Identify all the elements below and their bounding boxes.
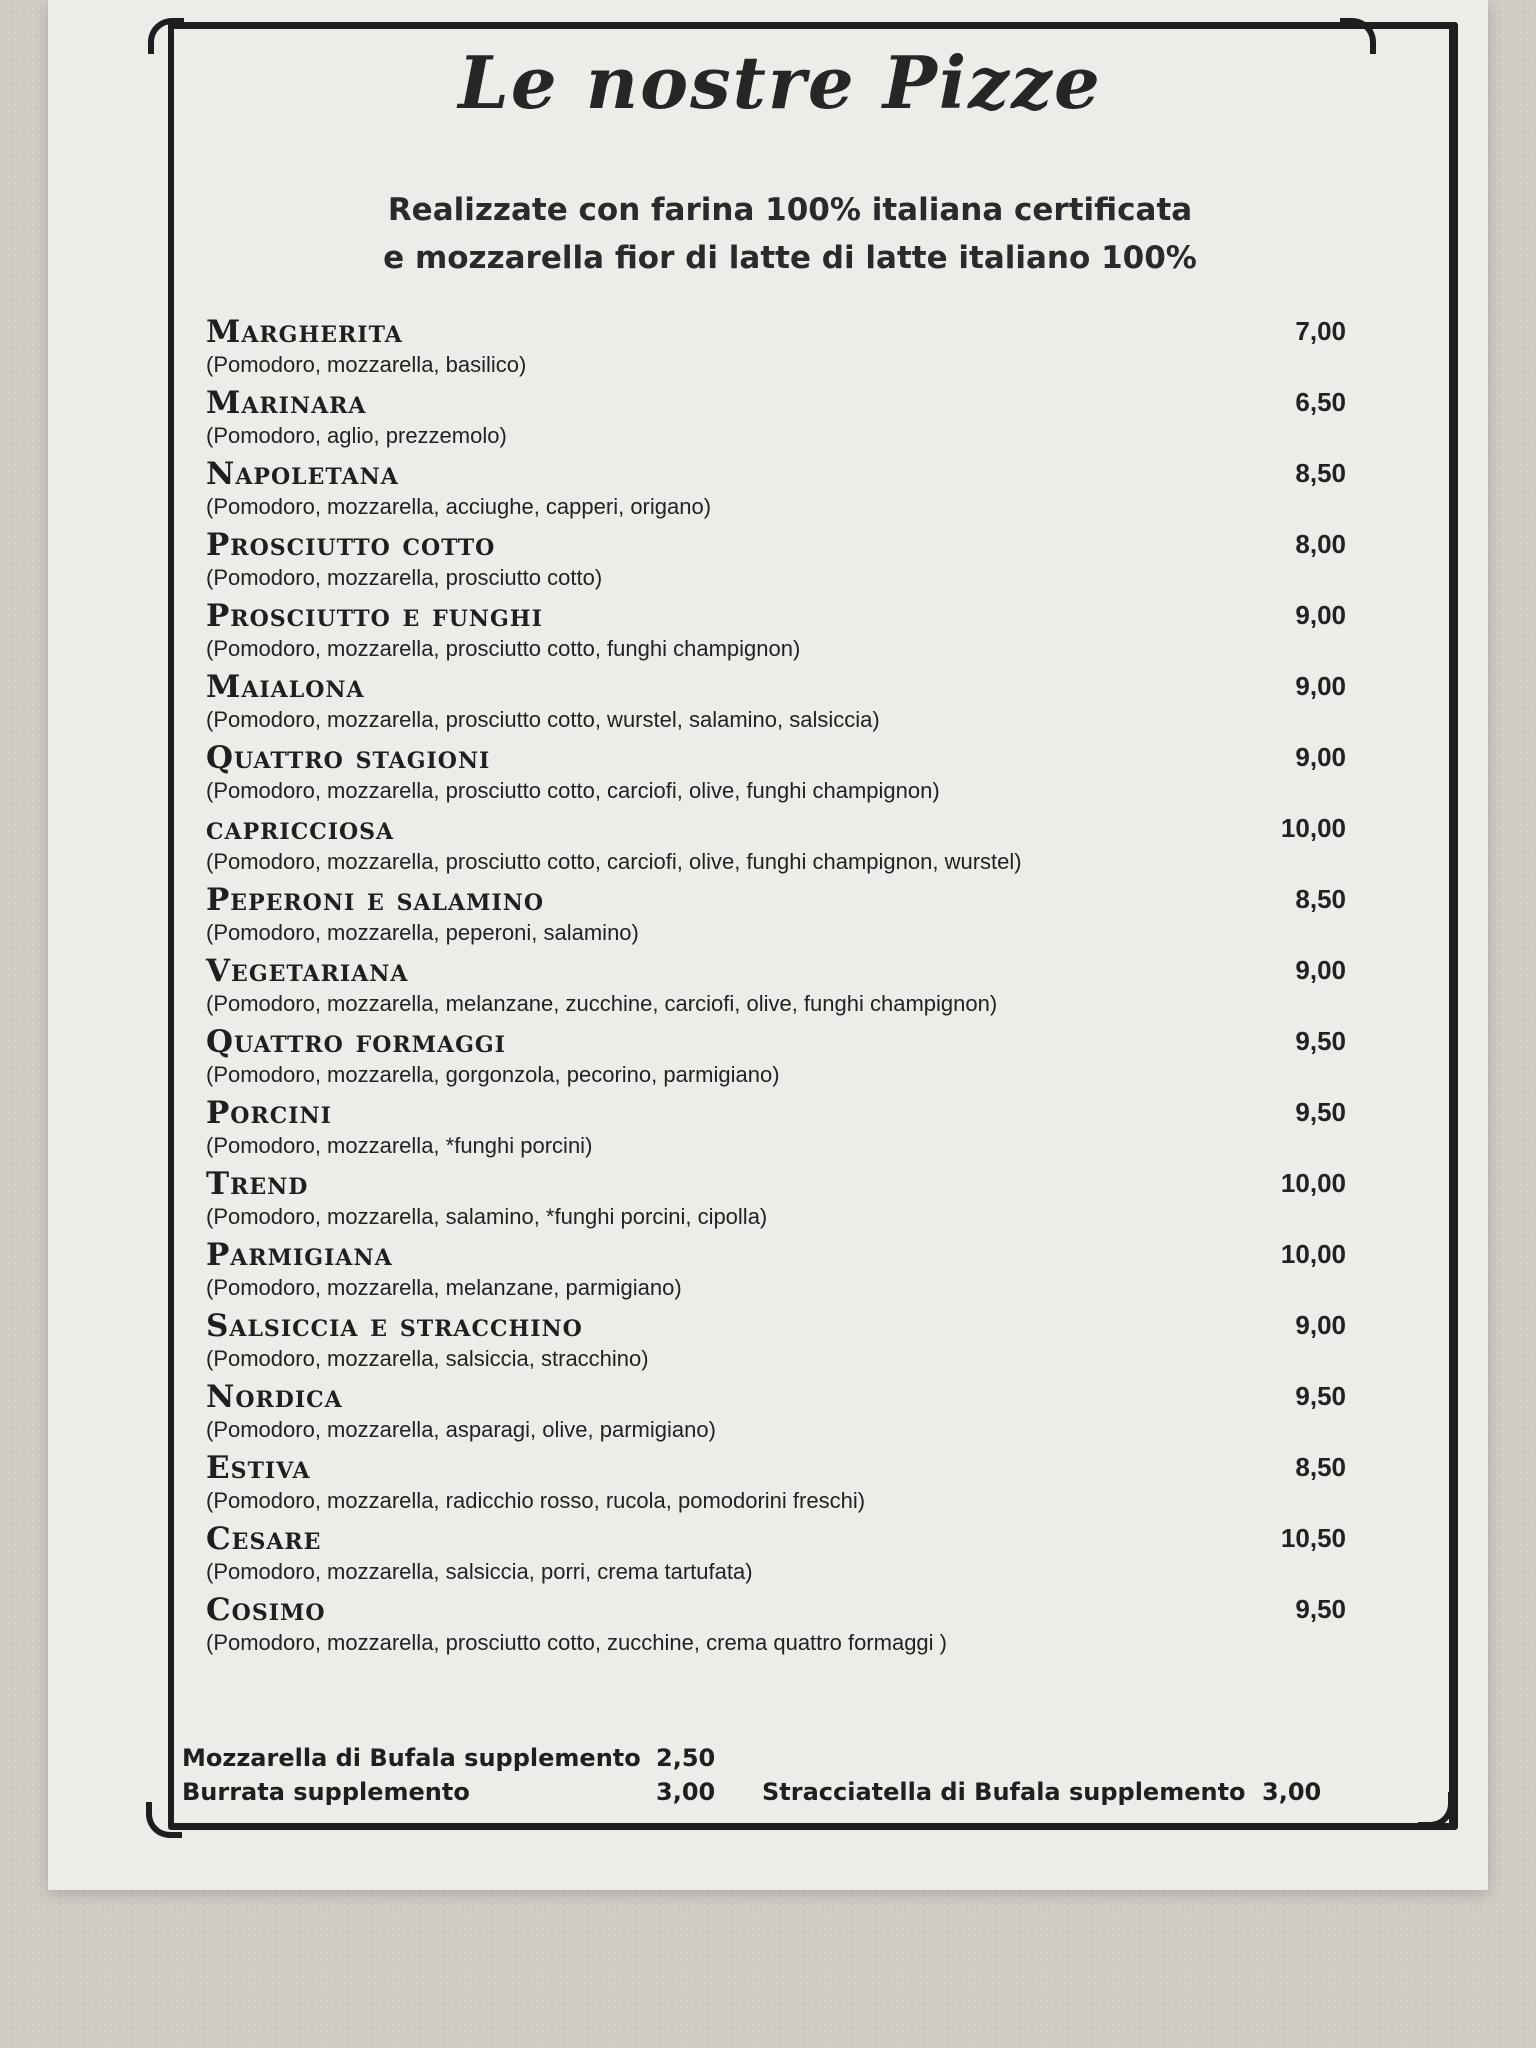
item-price: 10,00 <box>1280 1168 1346 1198</box>
menu-item <box>186 1304 1346 1375</box>
item-description: (Pomodoro, mozzarella, basilico) <box>206 352 527 377</box>
menu-item <box>186 665 1346 736</box>
menu-item <box>186 736 1346 807</box>
item-name: Quattro stagioni <box>206 740 491 776</box>
subtitle-line-1: Realizzate con farina 100% italiana certificata <box>387 192 1193 228</box>
pizza-list <box>186 310 1346 1659</box>
item-description: (Pomodoro, mozzarella, asparagi, olive, parmigiano) <box>206 1417 716 1442</box>
item-description: (Pomodoro, mozzarella, prosciutto cotto, carciofi, olive, funghi champignon, wurstel) <box>206 849 1022 874</box>
menu-item <box>186 1517 1346 1588</box>
item-name: Cesare <box>206 1521 322 1557</box>
item-price: 9,00 <box>1295 742 1346 772</box>
menu-item <box>186 1375 1346 1446</box>
item-name: Cosimo <box>206 1592 326 1628</box>
supplement-bufala-label: Mozzarella di Bufala supplemento <box>182 1744 641 1772</box>
item-price: 10,00 <box>1280 1239 1346 1269</box>
menu-item <box>186 1091 1346 1162</box>
menu-item <box>186 1588 1346 1659</box>
item-description: (Pomodoro, mozzarella, salamino, *funghi porcini, cipolla) <box>206 1204 768 1229</box>
item-price: 9,50 <box>1295 1381 1346 1411</box>
supplement-burrata-price: 3,00 <box>656 1778 716 1806</box>
item-price: 9,00 <box>1295 671 1346 701</box>
item-price: 10,00 <box>1280 813 1346 843</box>
item-description: (Pomodoro, mozzarella, salsiccia, stracchino) <box>206 1346 649 1371</box>
item-price: 9,50 <box>1295 1026 1346 1056</box>
item-name: Napoletana <box>206 456 399 492</box>
supplement-stracciatella-label: Stracciatella di Bufala supplemento <box>762 1778 1246 1806</box>
item-description: (Pomodoro, aglio, prezzemolo) <box>206 423 507 448</box>
item-description: (Pomodoro, mozzarella, *funghi porcini) <box>206 1133 593 1158</box>
menu-item <box>186 949 1346 1020</box>
item-description: (Pomodoro, mozzarella, gorgonzola, pecorino, parmigiano) <box>206 1062 780 1087</box>
item-description: (Pomodoro, mozzarella, melanzane, parmigiano) <box>206 1275 682 1300</box>
subtitle-line-2: e mozzarella fior di latte di latte italiano 100% <box>383 240 1197 276</box>
item-price: 9,00 <box>1295 1310 1346 1340</box>
item-name: Peperoni e salamino <box>206 882 545 918</box>
menu-subtitle <box>260 186 1320 282</box>
item-name: Porcini <box>206 1095 332 1131</box>
item-name: Parmigiana <box>206 1237 393 1273</box>
item-price: 6,50 <box>1295 387 1346 417</box>
item-price: 10,50 <box>1280 1523 1346 1553</box>
item-name: Marinara <box>206 385 367 421</box>
item-description: (Pomodoro, mozzarella, acciughe, capperi, origano) <box>206 494 712 519</box>
item-name: Vegetariana <box>206 953 409 989</box>
item-price: 8,50 <box>1295 458 1346 488</box>
menu-item <box>186 878 1346 949</box>
item-description: (Pomodoro, mozzarella, salsiccia, porri, crema tartufata) <box>206 1559 753 1584</box>
menu-item <box>186 1162 1346 1233</box>
item-price: 9,50 <box>1295 1097 1346 1127</box>
item-name: Prosciutto e funghi <box>206 598 543 634</box>
menu-title: Le nostre Pizze <box>458 40 1102 125</box>
item-price: 8,50 <box>1295 884 1346 914</box>
menu-item <box>186 523 1346 594</box>
item-description: (Pomodoro, mozzarella, peperoni, salamino) <box>206 920 639 945</box>
supplement-burrata-label: Burrata supplemento <box>182 1778 470 1806</box>
item-price: 7,00 <box>1295 316 1346 346</box>
item-description: (Pomodoro, mozzarella, prosciutto cotto) <box>206 565 603 590</box>
menu-item <box>186 452 1346 523</box>
menu-item <box>186 1233 1346 1304</box>
menu-item <box>186 1020 1346 1091</box>
supplement-bufala-price: 2,50 <box>656 1744 716 1772</box>
item-price: 9,50 <box>1295 1594 1346 1624</box>
item-price: 8,00 <box>1295 529 1346 559</box>
menu-item <box>186 807 1346 878</box>
item-name: Trend <box>206 1166 309 1202</box>
menu-item <box>186 381 1346 452</box>
item-description: (Pomodoro, mozzarella, radicchio rosso, rucola, pomodorini freschi) <box>206 1488 866 1513</box>
item-price: 8,50 <box>1295 1452 1346 1482</box>
item-name: Quattro formaggi <box>206 1024 506 1060</box>
item-price: 9,00 <box>1295 600 1346 630</box>
item-name: Maialona <box>206 669 365 705</box>
item-description: (Pomodoro, mozzarella, prosciutto cotto, funghi champignon) <box>206 636 801 661</box>
supplement-stracciatella-price: 3,00 <box>1262 1778 1322 1806</box>
item-description: (Pomodoro, mozzarella, melanzane, zucchine, carciofi, olive, funghi champignon) <box>206 991 998 1016</box>
item-name: Margherita <box>206 314 403 350</box>
item-description: (Pomodoro, mozzarella, prosciutto cotto, wurstel, salamino, salsiccia) <box>206 707 880 732</box>
item-description: (Pomodoro, mozzarella, prosciutto cotto, zucchine, crema quattro formaggi ) <box>206 1630 947 1655</box>
item-name: Prosciutto cotto <box>206 527 496 563</box>
item-name: Estiva <box>206 1450 311 1486</box>
item-description: (Pomodoro, mozzarella, prosciutto cotto, carciofi, olive, funghi champignon) <box>206 778 940 803</box>
item-price: 9,00 <box>1295 955 1346 985</box>
item-name: Nordica <box>206 1379 343 1415</box>
item-name: Salsiccia e stracchino <box>206 1308 583 1344</box>
menu-item <box>186 594 1346 665</box>
menu-item <box>186 1446 1346 1517</box>
menu-item <box>186 310 1346 381</box>
item-name: capricciosa <box>206 811 395 847</box>
